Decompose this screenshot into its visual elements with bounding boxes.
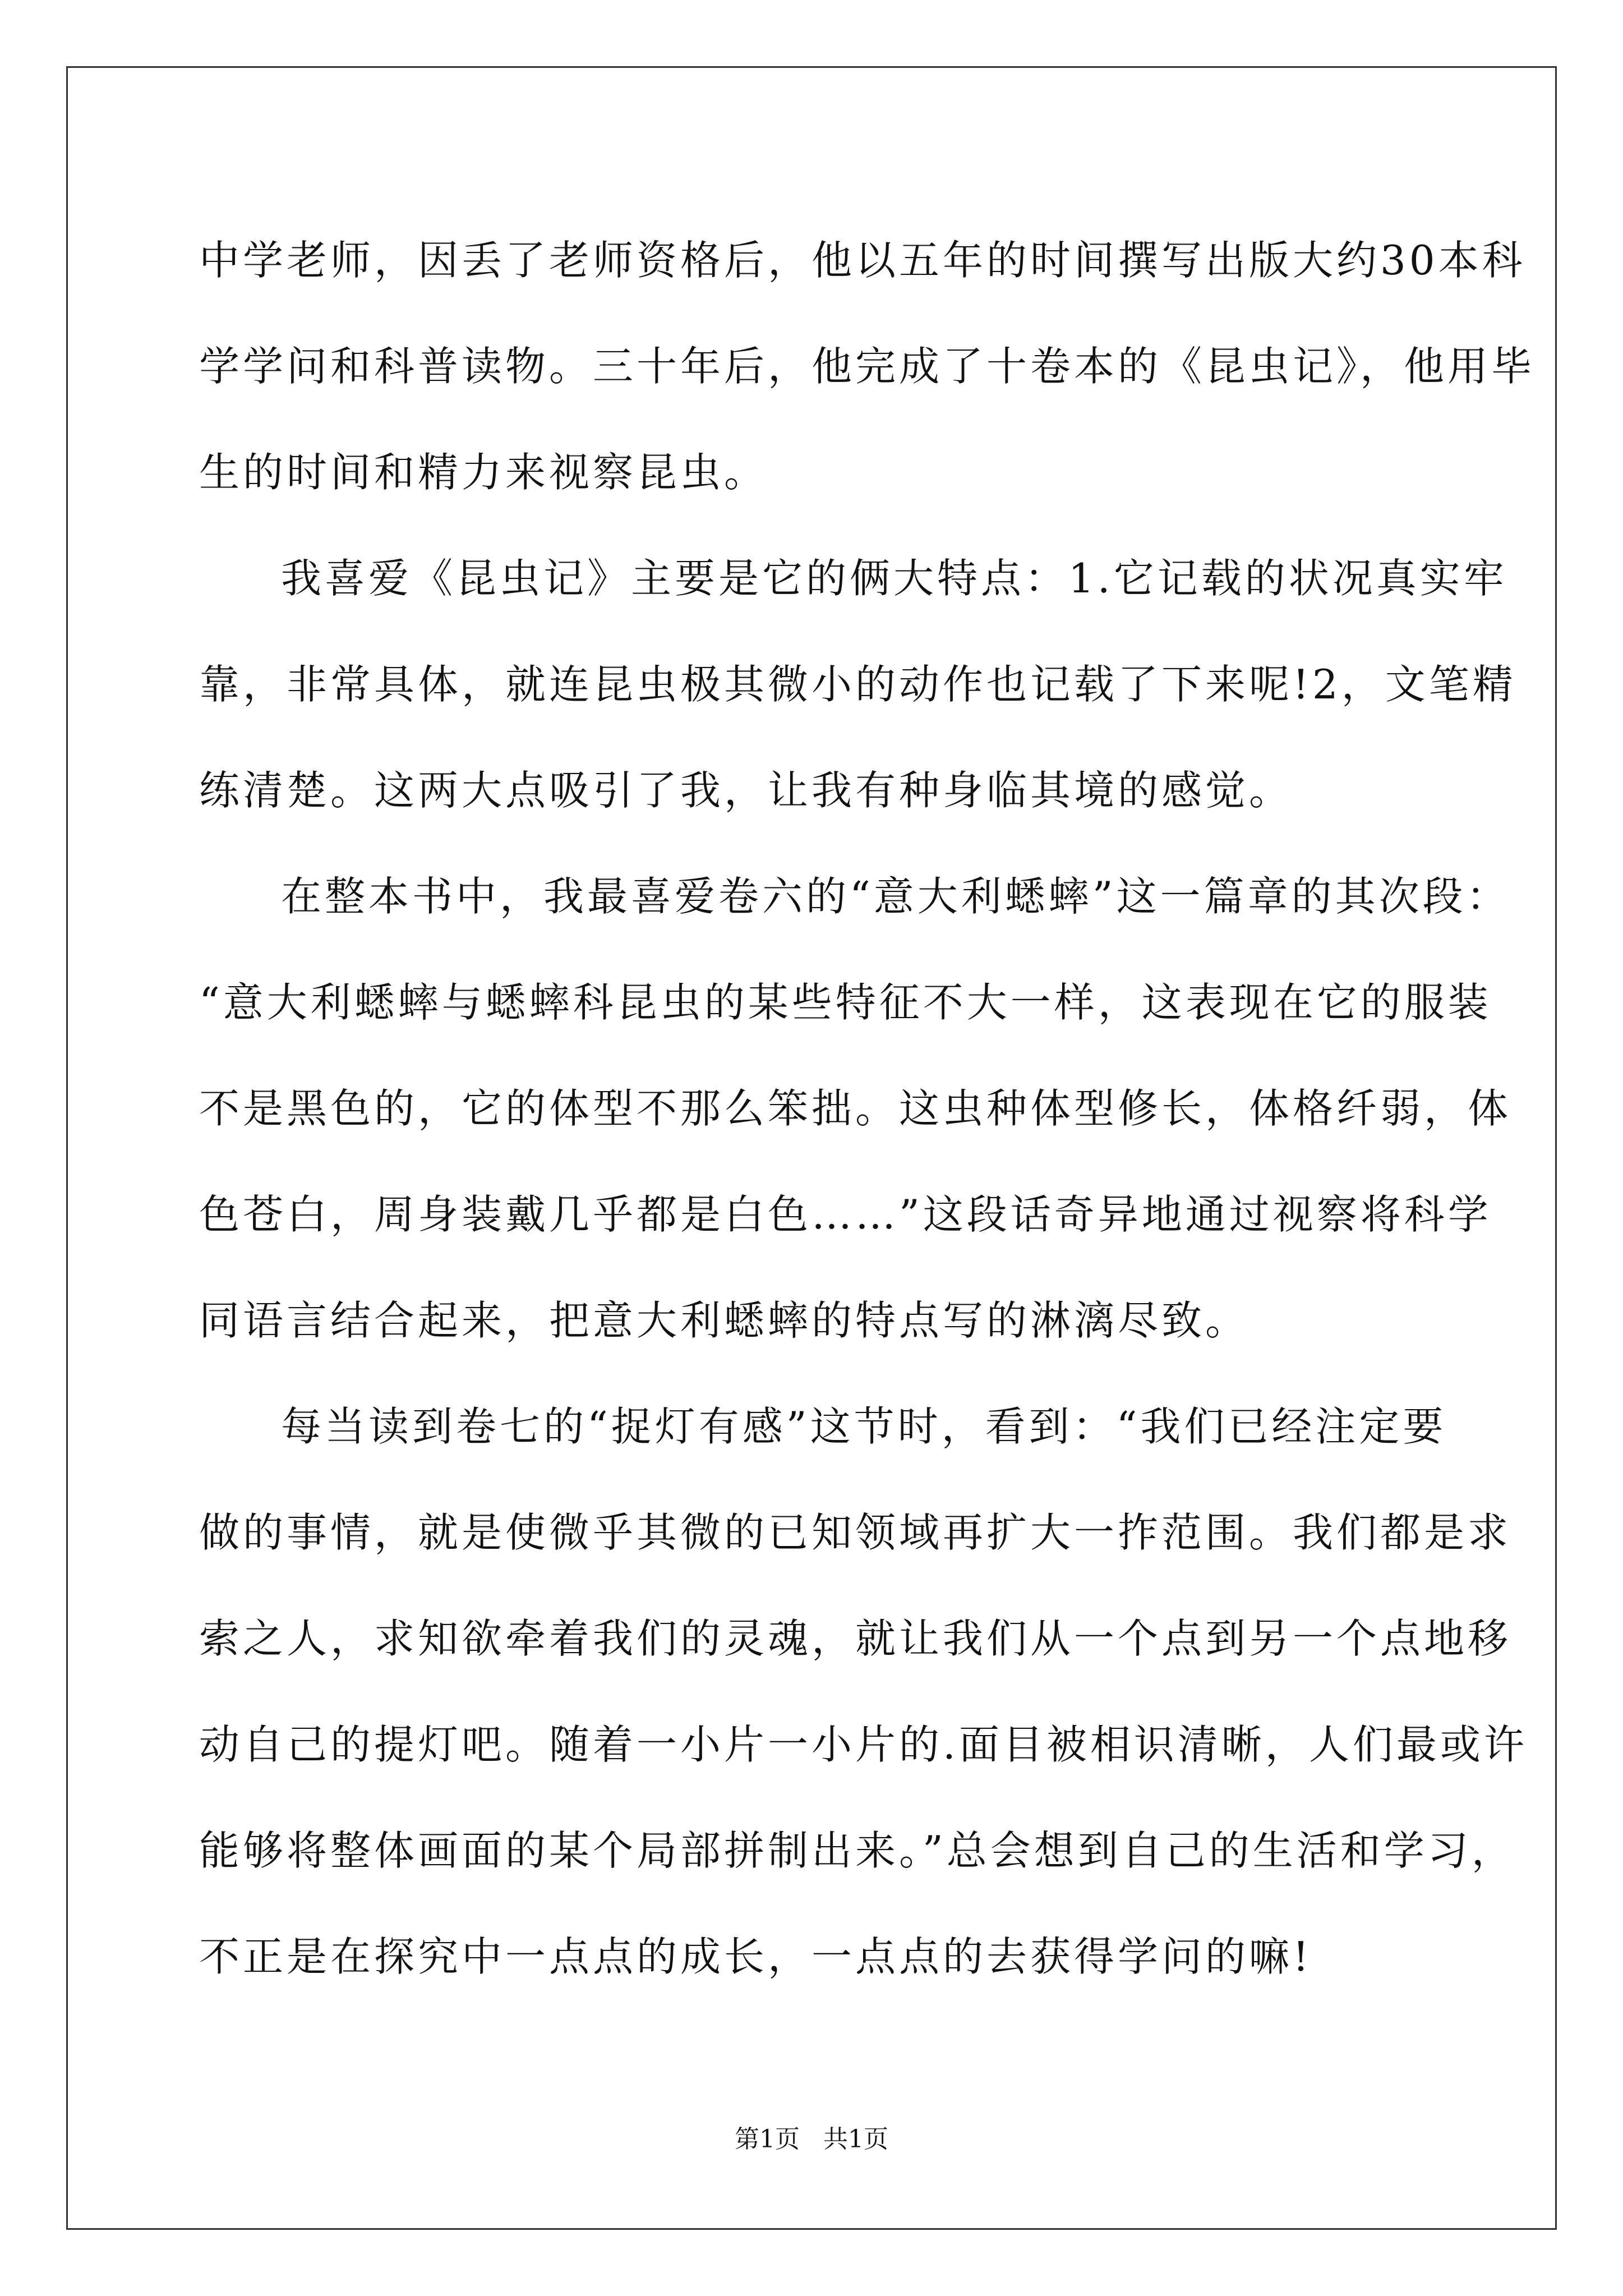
text-line-2: 学学问和科普读物。三十年后，他完成了十卷本的《昆虫记》，他用毕 <box>199 343 1536 390</box>
text-line-14: 索之人，求知欲牵着我们的灵魂，就让我们从一个点到另一个点地移 <box>199 1615 1512 1662</box>
text-line-15: 动自己的提灯吧。随着一小片一小片的.面目被相识清晰，人们最或许 <box>199 1721 1528 1768</box>
text-line-8: “意大利蟋蟀与蟋蟀科昆虫的某些特征不大一样，这表现在它的服装 <box>199 979 1492 1026</box>
text-line-11: 同语言结合起来，把意大利蟋蟀的特点写的淋漓尽致。 <box>199 1297 1249 1344</box>
text-line-4: 我喜爱《昆虫记》主要是它的俩大特点：1.它记载的状况真实牢 <box>281 555 1507 602</box>
text-line-10: 色苍白，周身装戴几乎都是白色……”这段话奇异地通过视察将科学 <box>199 1191 1492 1238</box>
text-line-17: 不正是在探究中一点点的成长，一点点的去获得学问的嘛! <box>199 1933 1312 1980</box>
text-line-16: 能够将整体画面的某个局部拼制出来。”总会想到自己的生活和学习， <box>199 1827 1515 1874</box>
text-line-13: 做的事情，就是使微乎其微的已知领域再扩大一拃范围。我们都是求 <box>199 1509 1512 1556</box>
text-line-3: 生的时间和精力来视察昆虫。 <box>199 449 768 496</box>
text-line-5: 靠，非常具体，就连昆虫极其微小的动作也记载了下来呢!2，文笔精 <box>199 661 1516 708</box>
text-line-1: 中学老师，因丢了老师资格后，他以五年的时间撰写出版大约30本科 <box>199 237 1526 284</box>
text-line-12: 每当读到卷七的“捉灯有感”这节时，看到：“我们已经注定要 <box>281 1403 1447 1450</box>
text-line-6: 练清楚。这两大点吸引了我，让我有种身临其境的感觉。 <box>199 767 1293 814</box>
text-line-9: 不是黑色的，它的体型不那么笨拙。这虫种体型修长，体格纤弱，体 <box>199 1085 1512 1132</box>
page-number-footer: 第1页 共1页 <box>735 2125 888 2154</box>
text-line-7: 在整本书中，我最喜爱卷六的“意大利蟋蟀”这一篇章的其次段： <box>281 873 1510 920</box>
document-body <box>199 208 1536 2010</box>
